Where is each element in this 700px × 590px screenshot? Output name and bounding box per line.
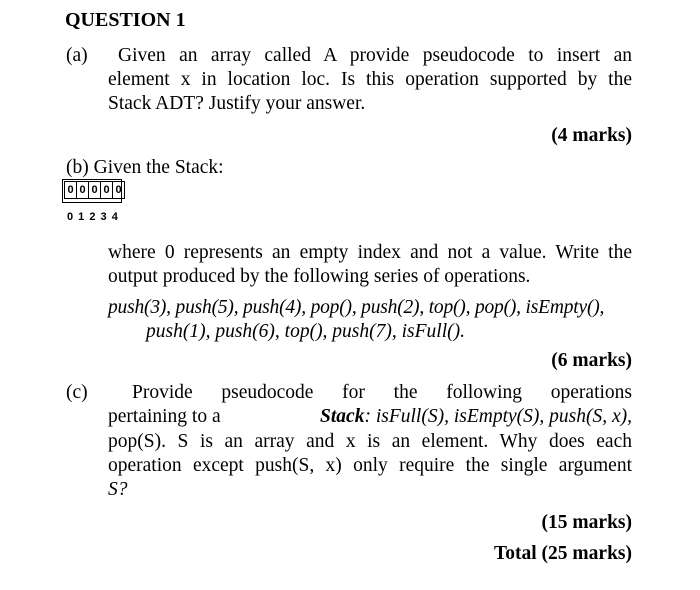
operations-line-2: push(1), push(6), top(), push(7), isFull(). [146,321,465,342]
stack-keyword: Stack [320,406,365,427]
part-a-line-3: Stack ADT? Justify your answer. [108,93,366,114]
part-a-label: (a) [66,45,88,66]
stack-indices: 0 1 2 3 4 [67,211,119,223]
stack-cell: 0 [89,182,101,198]
part-c-line-5: S? [108,479,128,500]
part-c-line-2-rest [320,405,632,428]
part-c-line-2-prefix: pertaining to a [108,406,221,427]
part-b-line-2: output produced by the following series of operations. [108,266,531,287]
part-c-line-3: pop(S). S is an array and x is an element. Why does each [108,431,632,452]
part-a-marks: (4 marks) [551,125,632,146]
question-title: QUESTION 1 [65,9,186,31]
part-c-line-4: operation except push(S, x) only require the single argument [108,455,632,476]
stack-cell: 0 [101,182,113,198]
part-c-marks: (15 marks) [541,512,632,533]
total-marks: Total (25 marks) [494,543,632,564]
part-b-marks: (6 marks) [551,350,632,371]
stack-cell: 0 [115,184,122,196]
part-c-line-2 [108,405,632,428]
stack-cell: 0 [65,182,77,198]
stack-cell: 0 [77,182,89,198]
part-c-operations-list: : isFull(S), isEmpty(S), push(S, x), [364,406,632,427]
part-a-line-2: element x in location loc. Is this operation supported by the [108,69,632,90]
part-a-line-1: Given an array called A provide pseudocode to insert an [118,45,632,66]
part-c-label: (c) [66,382,88,403]
part-b-line-1: where 0 represents an empty index and not a value. Write the [108,242,632,263]
stack-array [64,181,125,199]
part-c-line-1: Provide pseudocode for the following operations [132,382,632,403]
operations-line-1: push(3), push(5), push(4), pop(), push(2), top(), pop(), isEmpty(), [108,297,605,318]
part-b-heading: (b) Given the Stack: [66,157,224,178]
